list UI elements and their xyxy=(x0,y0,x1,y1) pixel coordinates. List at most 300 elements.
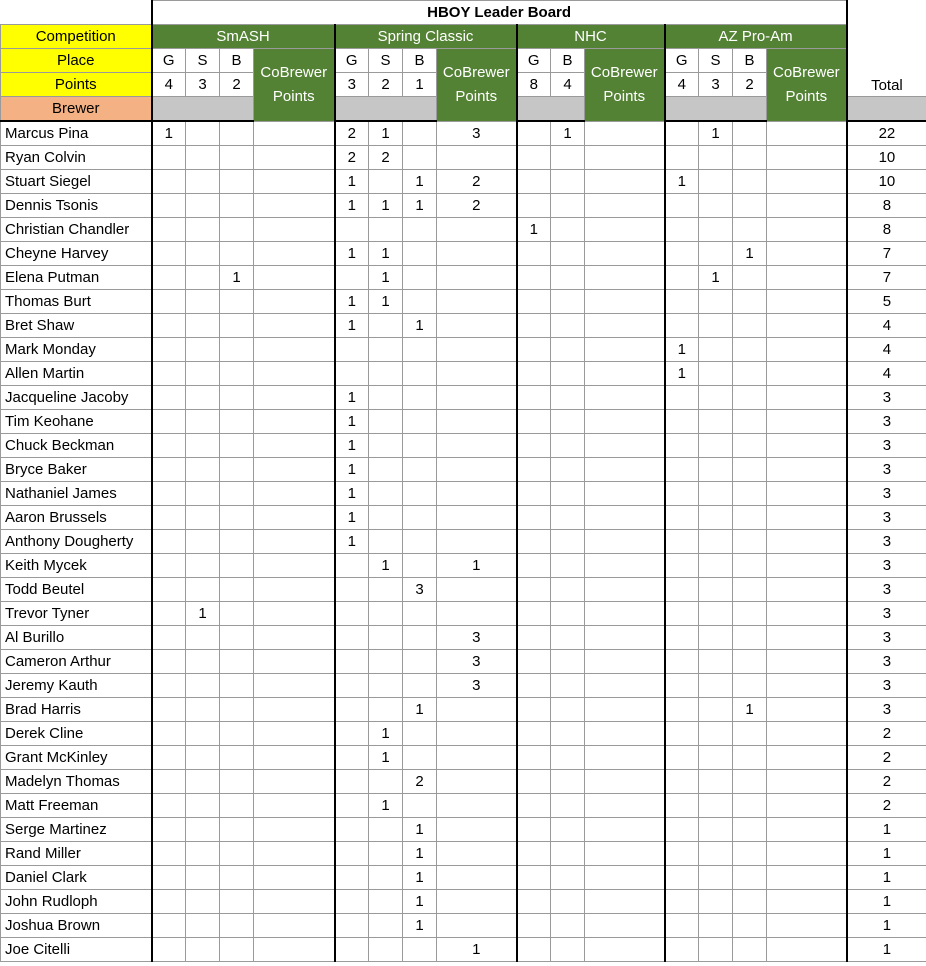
place-cell: B xyxy=(220,49,254,73)
total-cell: 3 xyxy=(847,626,926,650)
points-cell: 2 xyxy=(733,73,767,97)
brewer-name: Cameron Arthur xyxy=(1,650,152,674)
total-cell: 3 xyxy=(847,410,926,434)
score-cell xyxy=(437,506,517,530)
score-cell xyxy=(186,914,220,938)
score-cell xyxy=(335,794,369,818)
score-cell xyxy=(403,602,437,626)
score-cell xyxy=(254,866,335,890)
competition-az-pro-am: AZ Pro-Am xyxy=(665,25,847,49)
score-cell xyxy=(220,386,254,410)
score-cell xyxy=(585,170,665,194)
score-cell xyxy=(665,146,699,170)
score-cell xyxy=(220,362,254,386)
table-row xyxy=(1,722,926,746)
score-cell: 1 xyxy=(733,242,767,266)
score-cell xyxy=(767,170,847,194)
score-cell: 2 xyxy=(437,194,517,218)
score-cell xyxy=(152,194,186,218)
score-cell xyxy=(665,434,699,458)
score-cell xyxy=(665,842,699,866)
score-cell xyxy=(403,121,437,146)
score-cell xyxy=(186,194,220,218)
score-cell xyxy=(767,770,847,794)
points-cell: 3 xyxy=(335,73,369,97)
total-cell: 3 xyxy=(847,506,926,530)
score-cell: 3 xyxy=(403,578,437,602)
score-cell xyxy=(665,194,699,218)
score-cell xyxy=(517,650,551,674)
score-cell xyxy=(733,290,767,314)
table-row xyxy=(1,458,926,482)
score-cell xyxy=(220,722,254,746)
points-cell: 8 xyxy=(517,73,551,97)
place-cell: S xyxy=(369,49,403,73)
score-cell xyxy=(220,914,254,938)
points-cell: 3 xyxy=(699,73,733,97)
score-cell xyxy=(369,602,403,626)
score-cell xyxy=(767,794,847,818)
score-cell xyxy=(585,482,665,506)
points-cell: 4 xyxy=(152,73,186,97)
score-cell xyxy=(152,938,186,962)
table-row xyxy=(1,338,926,362)
score-cell xyxy=(403,674,437,698)
score-cell xyxy=(517,121,551,146)
score-cell xyxy=(369,338,403,362)
score-cell xyxy=(767,386,847,410)
score-cell xyxy=(254,626,335,650)
table-row xyxy=(1,170,926,194)
score-cell xyxy=(369,530,403,554)
score-cell xyxy=(335,890,369,914)
table-row xyxy=(1,602,926,626)
score-cell xyxy=(733,121,767,146)
score-cell xyxy=(335,218,369,242)
score-cell xyxy=(551,218,585,242)
total-cell: 1 xyxy=(847,818,926,842)
score-cell xyxy=(254,530,335,554)
score-cell xyxy=(437,242,517,266)
score-cell xyxy=(733,914,767,938)
score-cell xyxy=(733,266,767,290)
brewer-name: Derek Cline xyxy=(1,722,152,746)
score-cell xyxy=(369,914,403,938)
place-row xyxy=(1,49,926,73)
total-cell: 2 xyxy=(847,770,926,794)
brewer-name: Anthony Dougherty xyxy=(1,530,152,554)
score-cell xyxy=(733,626,767,650)
table-row xyxy=(1,914,926,938)
score-cell xyxy=(585,650,665,674)
score-cell xyxy=(733,818,767,842)
score-cell xyxy=(699,458,733,482)
brewer-label: Brewer xyxy=(1,97,152,122)
total-cell: 2 xyxy=(847,722,926,746)
score-cell xyxy=(699,890,733,914)
score-cell xyxy=(767,698,847,722)
score-cell xyxy=(767,818,847,842)
score-cell xyxy=(220,458,254,482)
brewer-name: Joe Citelli xyxy=(1,938,152,962)
score-cell xyxy=(186,938,220,962)
score-cell xyxy=(254,314,335,338)
brewer-name: Al Burillo xyxy=(1,626,152,650)
score-cell xyxy=(152,770,186,794)
brewer-name: Nathaniel James xyxy=(1,482,152,506)
score-cell xyxy=(220,674,254,698)
gray-band xyxy=(847,97,926,122)
score-cell xyxy=(437,146,517,170)
score-cell xyxy=(403,482,437,506)
score-cell xyxy=(254,578,335,602)
gray-band xyxy=(335,97,437,122)
score-cell xyxy=(220,338,254,362)
score-cell xyxy=(733,866,767,890)
total-cell: 8 xyxy=(847,218,926,242)
score-cell xyxy=(665,770,699,794)
score-cell: 1 xyxy=(369,554,403,578)
score-cell xyxy=(186,506,220,530)
score-cell xyxy=(665,554,699,578)
total-cell: 3 xyxy=(847,482,926,506)
total-cell: 1 xyxy=(847,866,926,890)
brewer-name: Dennis Tsonis xyxy=(1,194,152,218)
competition-spring-classic: Spring Classic xyxy=(335,25,517,49)
score-cell xyxy=(733,194,767,218)
score-cell xyxy=(254,266,335,290)
total-cell: 3 xyxy=(847,602,926,626)
cobrewer-header: CoBrewer Points xyxy=(437,49,517,122)
score-cell xyxy=(551,914,585,938)
brewer-name: Tim Keohane xyxy=(1,410,152,434)
score-cell xyxy=(551,818,585,842)
score-cell xyxy=(551,314,585,338)
score-cell xyxy=(152,578,186,602)
score-cell: 2 xyxy=(369,146,403,170)
score-cell xyxy=(699,698,733,722)
score-cell xyxy=(369,314,403,338)
brewer-name: Serge Martinez xyxy=(1,818,152,842)
score-cell xyxy=(254,386,335,410)
score-cell xyxy=(517,242,551,266)
score-cell xyxy=(551,842,585,866)
score-cell: 1 xyxy=(335,410,369,434)
table-row xyxy=(1,434,926,458)
score-cell xyxy=(152,314,186,338)
score-cell xyxy=(665,818,699,842)
score-cell xyxy=(335,770,369,794)
score-cell xyxy=(733,146,767,170)
score-cell xyxy=(186,410,220,434)
score-cell xyxy=(767,146,847,170)
score-cell xyxy=(220,410,254,434)
score-cell xyxy=(152,338,186,362)
total-cell: 4 xyxy=(847,362,926,386)
brewer-name: Keith Mycek xyxy=(1,554,152,578)
score-cell xyxy=(152,818,186,842)
score-cell xyxy=(551,266,585,290)
score-cell xyxy=(186,578,220,602)
score-cell xyxy=(699,914,733,938)
score-cell xyxy=(665,482,699,506)
score-cell xyxy=(437,578,517,602)
score-cell xyxy=(186,746,220,770)
score-cell xyxy=(551,938,585,962)
score-cell xyxy=(517,866,551,890)
score-cell xyxy=(699,722,733,746)
score-cell: 2 xyxy=(335,121,369,146)
score-cell xyxy=(369,938,403,962)
score-cell xyxy=(585,626,665,650)
score-cell xyxy=(665,602,699,626)
place-cell: G xyxy=(152,49,186,73)
score-cell xyxy=(220,842,254,866)
score-cell xyxy=(437,602,517,626)
score-cell xyxy=(699,674,733,698)
brewer-name: Jacqueline Jacoby xyxy=(1,386,152,410)
score-cell xyxy=(403,746,437,770)
score-cell xyxy=(517,506,551,530)
score-cell: 2 xyxy=(437,170,517,194)
score-cell: 1 xyxy=(369,121,403,146)
score-cell xyxy=(403,290,437,314)
score-cell xyxy=(551,410,585,434)
score-cell xyxy=(585,698,665,722)
score-cell xyxy=(403,266,437,290)
score-cell xyxy=(152,146,186,170)
brewer-name: Trevor Tyner xyxy=(1,602,152,626)
score-cell xyxy=(437,218,517,242)
score-cell: 1 xyxy=(335,530,369,554)
score-cell xyxy=(699,938,733,962)
brewer-name: Madelyn Thomas xyxy=(1,770,152,794)
place-cell: B xyxy=(733,49,767,73)
score-cell xyxy=(152,386,186,410)
score-cell xyxy=(335,266,369,290)
score-cell xyxy=(551,458,585,482)
score-cell xyxy=(186,146,220,170)
score-cell: 1 xyxy=(403,170,437,194)
place-cell: B xyxy=(403,49,437,73)
score-cell xyxy=(551,506,585,530)
score-cell xyxy=(220,794,254,818)
points-cell: 4 xyxy=(551,73,585,97)
score-cell xyxy=(437,890,517,914)
score-cell xyxy=(585,602,665,626)
brewer-name: Aaron Brussels xyxy=(1,506,152,530)
score-cell xyxy=(665,458,699,482)
score-cell xyxy=(767,290,847,314)
score-cell xyxy=(220,170,254,194)
score-cell xyxy=(220,194,254,218)
score-cell xyxy=(220,434,254,458)
brewer-name: Cheyne Harvey xyxy=(1,242,152,266)
score-cell xyxy=(437,386,517,410)
score-cell xyxy=(254,218,335,242)
score-cell xyxy=(335,818,369,842)
corner-blank-right xyxy=(847,1,926,25)
score-cell xyxy=(733,482,767,506)
score-cell xyxy=(551,290,585,314)
score-cell xyxy=(699,530,733,554)
table-row xyxy=(1,818,926,842)
score-cell xyxy=(254,554,335,578)
score-cell xyxy=(733,794,767,818)
score-cell xyxy=(186,482,220,506)
score-cell xyxy=(551,698,585,722)
score-cell xyxy=(767,434,847,458)
total-cell: 3 xyxy=(847,554,926,578)
score-cell xyxy=(665,722,699,746)
score-cell xyxy=(186,338,220,362)
table-row xyxy=(1,746,926,770)
score-cell xyxy=(517,842,551,866)
score-cell xyxy=(585,914,665,938)
score-cell: 1 xyxy=(335,482,369,506)
total-cell: 22 xyxy=(847,121,926,146)
score-cell xyxy=(369,170,403,194)
score-cell xyxy=(699,602,733,626)
score-cell xyxy=(437,866,517,890)
score-cell xyxy=(335,674,369,698)
score-cell xyxy=(186,650,220,674)
score-cell: 3 xyxy=(437,650,517,674)
score-cell: 1 xyxy=(699,121,733,146)
gray-band xyxy=(152,97,254,122)
score-cell xyxy=(437,818,517,842)
score-cell xyxy=(220,698,254,722)
score-cell xyxy=(254,121,335,146)
score-cell xyxy=(699,650,733,674)
total-cell: 1 xyxy=(847,914,926,938)
score-cell: 1 xyxy=(403,866,437,890)
score-cell xyxy=(403,410,437,434)
score-cell xyxy=(403,362,437,386)
competition-smash: SmASH xyxy=(152,25,335,49)
score-cell xyxy=(254,482,335,506)
competition-row xyxy=(1,25,926,49)
score-cell xyxy=(437,338,517,362)
score-cell xyxy=(733,938,767,962)
table-row xyxy=(1,554,926,578)
score-cell xyxy=(152,698,186,722)
brewer-name: Christian Chandler xyxy=(1,218,152,242)
score-cell: 1 xyxy=(335,290,369,314)
score-cell xyxy=(767,218,847,242)
score-cell xyxy=(186,266,220,290)
score-cell xyxy=(585,266,665,290)
score-cell xyxy=(551,362,585,386)
brewer-name: Ryan Colvin xyxy=(1,146,152,170)
score-cell xyxy=(665,314,699,338)
score-cell xyxy=(767,578,847,602)
score-cell xyxy=(335,338,369,362)
score-cell: 1 xyxy=(517,218,551,242)
score-cell xyxy=(517,146,551,170)
score-cell xyxy=(699,218,733,242)
score-cell xyxy=(585,674,665,698)
score-cell xyxy=(152,554,186,578)
score-cell xyxy=(767,530,847,554)
score-cell xyxy=(369,434,403,458)
score-cell xyxy=(517,722,551,746)
points-label: Points xyxy=(1,73,152,97)
score-cell xyxy=(437,530,517,554)
score-cell xyxy=(369,866,403,890)
score-cell xyxy=(220,482,254,506)
score-cell xyxy=(585,290,665,314)
score-cell xyxy=(585,818,665,842)
brewer-name: Brad Harris xyxy=(1,698,152,722)
points-cell: 2 xyxy=(369,73,403,97)
total-cell: 4 xyxy=(847,338,926,362)
score-cell xyxy=(335,650,369,674)
place-cell: G xyxy=(517,49,551,73)
competition-nhc: NHC xyxy=(517,25,665,49)
score-cell: 3 xyxy=(437,626,517,650)
score-cell xyxy=(551,530,585,554)
score-cell xyxy=(403,386,437,410)
score-cell xyxy=(585,746,665,770)
score-cell xyxy=(517,530,551,554)
table-row xyxy=(1,218,926,242)
score-cell xyxy=(585,890,665,914)
score-cell xyxy=(152,266,186,290)
score-cell xyxy=(733,170,767,194)
score-cell: 1 xyxy=(335,194,369,218)
score-cell xyxy=(699,578,733,602)
score-cell xyxy=(517,770,551,794)
score-cell xyxy=(585,362,665,386)
score-cell: 1 xyxy=(403,698,437,722)
score-cell xyxy=(551,770,585,794)
score-cell xyxy=(220,146,254,170)
score-cell xyxy=(665,866,699,890)
score-cell: 1 xyxy=(403,890,437,914)
score-cell xyxy=(767,121,847,146)
brewer-name: Elena Putman xyxy=(1,266,152,290)
score-cell xyxy=(551,602,585,626)
score-cell xyxy=(437,482,517,506)
score-cell xyxy=(699,242,733,266)
score-cell xyxy=(403,530,437,554)
score-cell xyxy=(517,362,551,386)
score-cell xyxy=(335,698,369,722)
score-cell xyxy=(517,266,551,290)
table-row xyxy=(1,530,926,554)
score-cell xyxy=(254,458,335,482)
score-cell: 1 xyxy=(665,170,699,194)
score-cell xyxy=(437,746,517,770)
place-cell: S xyxy=(699,49,733,73)
score-cell xyxy=(517,626,551,650)
score-cell xyxy=(220,530,254,554)
score-cell xyxy=(517,290,551,314)
score-cell xyxy=(551,170,585,194)
score-cell: 1 xyxy=(403,194,437,218)
score-cell xyxy=(551,722,585,746)
score-cell xyxy=(551,194,585,218)
score-cell: 1 xyxy=(369,794,403,818)
score-cell xyxy=(186,842,220,866)
score-cell xyxy=(335,554,369,578)
table-row xyxy=(1,794,926,818)
cobrewer-header: CoBrewer Points xyxy=(585,49,665,122)
score-cell xyxy=(665,121,699,146)
score-cell xyxy=(767,914,847,938)
table-row xyxy=(1,674,926,698)
